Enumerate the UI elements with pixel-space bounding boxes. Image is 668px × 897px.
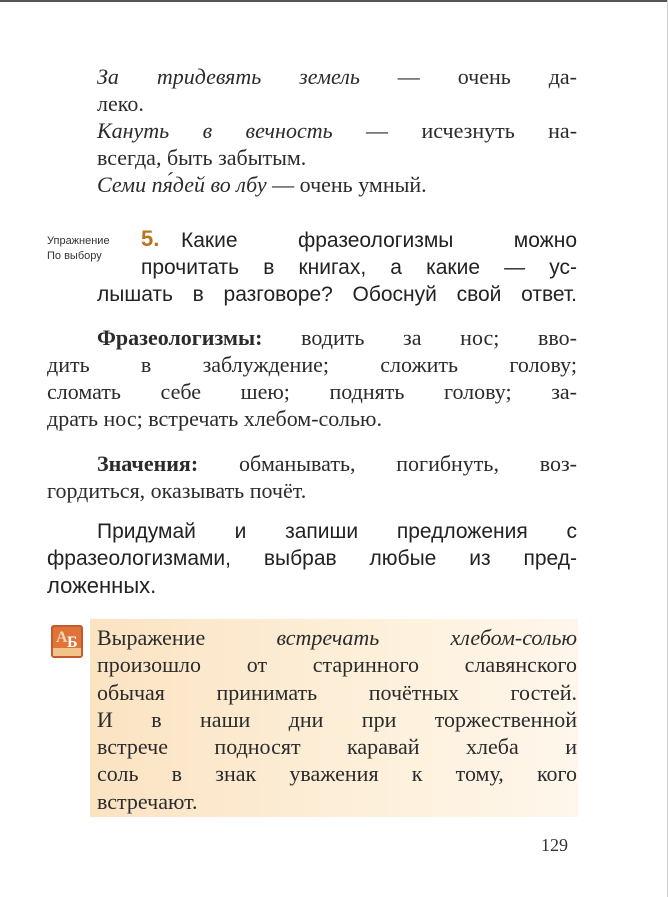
ab-alphabet-icon xyxy=(49,622,87,660)
idiom-line xyxy=(97,171,577,198)
exercise-label xyxy=(47,234,110,264)
top-border xyxy=(0,0,668,2)
exercise-label-line2: По выбору xyxy=(47,250,102,262)
assignment-paragraph xyxy=(47,518,577,599)
info-first-word: Выражение xyxy=(97,625,206,650)
idiom-meaning: очень умный. xyxy=(299,172,427,197)
idiom-1 xyxy=(97,63,577,117)
idiom-3 xyxy=(97,171,577,198)
idiom-phrase: Кануть в вечность xyxy=(97,118,333,143)
idiom-meaning: исчезнуть на- xyxy=(421,118,578,143)
phraseologisms-text: водить за нос; вво- xyxy=(301,325,577,350)
idiom-dash: — xyxy=(272,172,295,197)
phraseologisms-heading: Фразеологизмы: xyxy=(97,325,263,350)
idiom-meaning-cont: всегда, быть забытым. xyxy=(97,145,307,170)
info-line: встречают. xyxy=(97,788,198,814)
meanings-text: обманывать, погибнуть, воз- xyxy=(238,451,578,476)
info-line: соль в знак уважения к тому, кого xyxy=(97,761,577,787)
phraseologisms-paragraph xyxy=(47,324,577,432)
idiom-2 xyxy=(97,117,577,171)
idiom-phrase: Семи пя́дей во лбу xyxy=(97,172,267,197)
info-line xyxy=(97,624,577,651)
info-line: И в наши дни при торжественной xyxy=(97,706,577,732)
idiom-dash: — xyxy=(397,64,420,89)
idiom-phrase: За тридевять земель xyxy=(97,64,360,89)
assignment-line: ложенных. xyxy=(47,573,157,598)
info-italic-phrase: встречать хлебом-солью xyxy=(276,625,577,650)
idiom-meaning-cont: леко. xyxy=(97,91,144,116)
assignment-line: Придумай и запиши предложения с xyxy=(97,520,577,543)
meanings-heading: Значения: xyxy=(97,451,199,476)
exercise-task-line1 xyxy=(181,227,577,254)
paragraph-line: сломать себе шею; поднять голову; за- xyxy=(47,379,577,404)
icon-letter-b: Б xyxy=(67,634,78,651)
icon-letter-a: А xyxy=(56,629,68,646)
idiom-meaning: очень да- xyxy=(457,64,578,89)
info-line: обычая принимать почётных гостей. xyxy=(97,679,577,705)
info-line: встрече подносят каравай хлеба и xyxy=(97,734,577,760)
exercise-number: 5. xyxy=(141,226,160,251)
info-text xyxy=(97,624,577,815)
exercise-task-line2 xyxy=(141,254,577,281)
task-text: прочитать в книгах, а какие — ус- xyxy=(141,256,577,279)
meanings-paragraph xyxy=(47,450,577,504)
page-number: 129 xyxy=(541,835,568,855)
assignment-line: фразеологизмами, выбрав любые из пред- xyxy=(47,547,577,570)
task-text: лышать в разговоре? Обоснуй свой ответ. xyxy=(97,283,577,306)
paragraph-line: гордиться, оказывать почёт. xyxy=(47,478,307,503)
paragraph-line xyxy=(47,450,577,477)
idiom-line xyxy=(97,117,577,144)
paragraph-line: дить в заблуждение; сложить голову; xyxy=(47,352,577,377)
paragraph-line: драть нос; встречать хлебом-солью. xyxy=(47,406,382,431)
idiom-line xyxy=(97,63,577,90)
exercise-task-line3 xyxy=(97,281,577,308)
exercise-label-line1: Упражнение xyxy=(47,235,110,247)
paragraph-line xyxy=(47,324,577,351)
task-text: Какие фразеологизмы можно xyxy=(181,229,577,252)
info-line: произошло от старинного славянского xyxy=(97,652,577,678)
idiom-dash: — xyxy=(366,118,389,143)
